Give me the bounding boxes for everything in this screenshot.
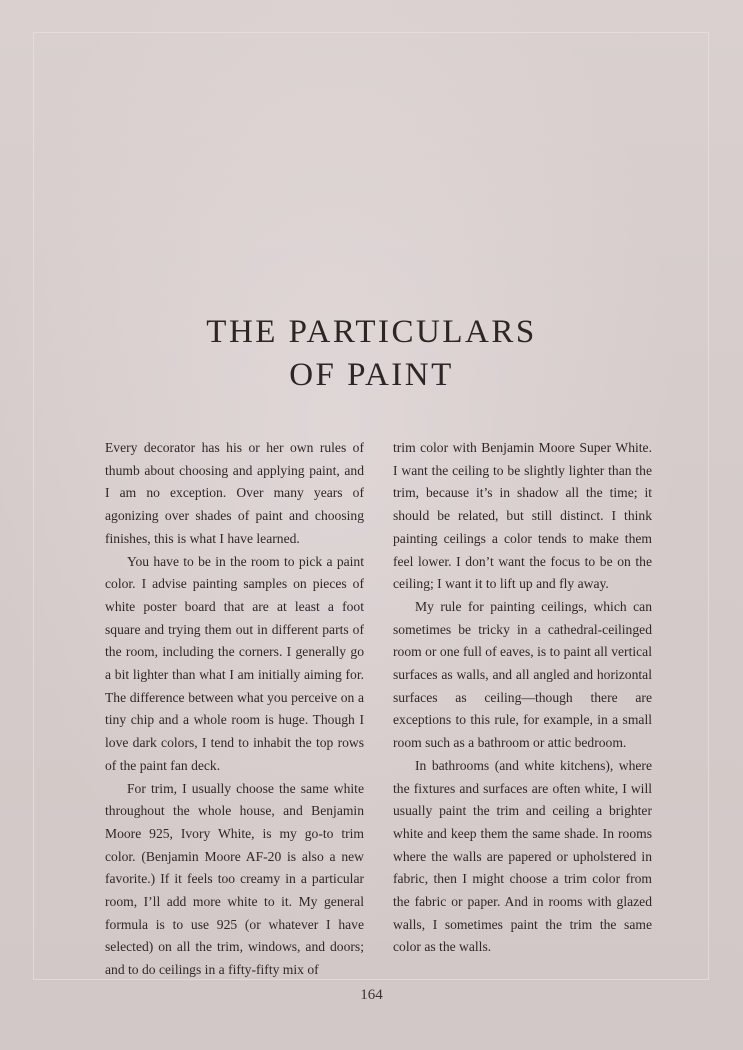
paragraph: In bathrooms (and white kitchens), where the fixtures and surfaces are often white, I will usually paint the trim and ceiling a brighter white and keep them the same shade. In rooms where the walls are papered or upholstered in fabric, then I might choose a trim color from the fabric or paper. And in rooms with glazed walls, I sometimes paint the trim the same color as the walls. bbox=[393, 757, 652, 955]
paragraph: For trim, I usually choose the same white throughout the whole house, and Benjamin Moore 925, Ivory White, is my go-to trim color. (Benjamin Moore AF-20 is also a new favorite.) If it feels too creamy in a particular room, I’ll add more white to it. My general formula is to use 925 (or whatever I have selected) on all the trim, windows, and doors; and to do ceilings in a fifty-fifty mix of bbox=[105, 780, 364, 978]
paragraph: You have to be in the room to pick a paint color. I advise painting samples on pieces of white poster board that are at least a foot square and trying them out in different parts of the room, including the corners. I generally go a bit lighter than what I am initially aiming for. The difference between what you perceive on a tiny chip and a whole room is huge. Though I love dark colors, I tend to inhabit the top rows of the paint fan deck. bbox=[105, 553, 364, 773]
page-number: 164 bbox=[360, 987, 383, 1003]
paragraph: trim color with Benjamin Moore Super White. I want the ceiling to be slightly lighter than the trim, because it’s in shadow all the time; it should be related, but still distinct. I think painting ceilings a color tends to make them feel lower. I don’t want the focus to be on the ceiling; I want it to lift up and fly away. bbox=[393, 440, 652, 592]
text-column-left bbox=[105, 437, 364, 982]
chapter-title-line-1: THE PARTICULARS bbox=[206, 314, 537, 350]
text-column-right bbox=[393, 437, 652, 959]
paragraph: Every decorator has his or her own rules of thumb about choosing and applying paint, and I am no exception. Over many years of agonizing over shades of paint and choosing finishes, this is what I have learned. bbox=[105, 440, 364, 546]
paragraph: My rule for painting ceilings, which can sometimes be tricky in a cathedral-ceilinged room or one full of eaves, is to paint all vertical surfaces as walls, and all angled and horizontal surfaces as ceiling—though there are exceptions to this rule, for example, in a small room such as a bathroom or attic bedroom. bbox=[393, 598, 652, 751]
chapter-title-line-2: OF PAINT bbox=[289, 357, 454, 393]
